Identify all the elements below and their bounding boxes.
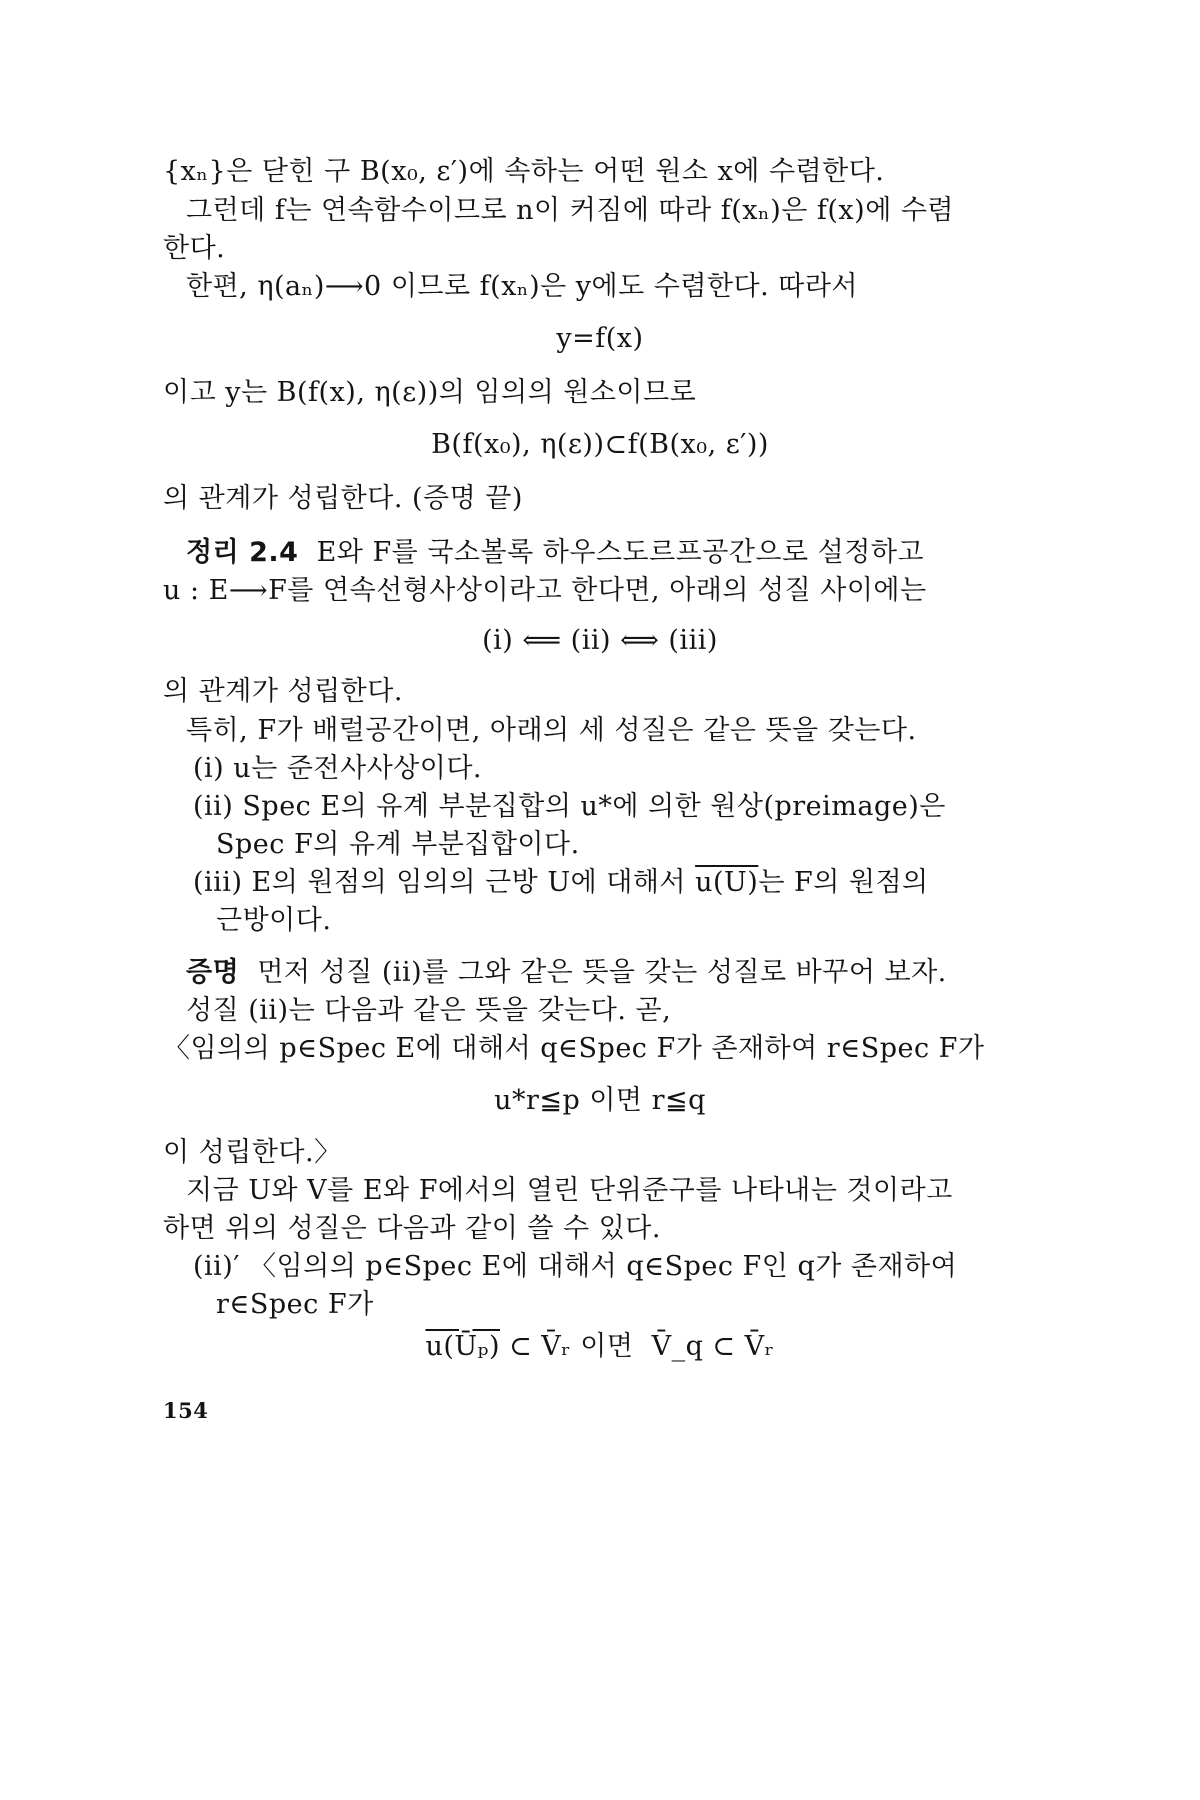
display-equation-1: y=f(x) [556, 323, 644, 354]
text-line-7: u : E⟶F를 연속선형사상이라고 한다면, 아래의 성질 사이에는 [163, 575, 927, 606]
property-iii: (iii) E의 원점의 임의의 근방 U에 대해서 u(U)는 F의 원점의 [193, 867, 929, 898]
property-iii-cont: 근방이다. [216, 905, 332, 936]
text-line-5: 이고 y는 B(f(x), η(ε))의 임의의 원소이므로 [163, 377, 697, 408]
display-equation-3: (i) ⟸ (ii) ⟺ (iii) [482, 625, 718, 656]
text-line-9: 특히, F가 배럴공간이면, 아래의 세 성질은 같은 뜻을 갖는다. [186, 715, 917, 746]
property-ii-prime-cont: r∈Spec F가 [216, 1289, 374, 1320]
text-line-4: 한편, η(aₙ)⟶0 이므로 f(xₙ)은 y에도 수렴한다. 따라서 [186, 271, 859, 302]
page-number: 154 [163, 1398, 209, 1423]
text-line-10: 성질 (ii)는 다음과 같은 뜻을 갖는다. 곧, [186, 995, 672, 1026]
display-equation-5: u(Ūₚ) ⊂ V̄ᵣ 이면 V̄_q ⊂ V̄ᵣ [425, 1331, 775, 1362]
text-line-3: 한다. [163, 233, 226, 264]
text-line-8: 의 관계가 성립한다. [163, 676, 403, 707]
text-line-12: 이 성립한다.〉 [163, 1137, 342, 1168]
proof-label: 증명 [186, 957, 240, 988]
property-i: (i) u는 준전사사상이다. [193, 753, 482, 784]
text-line-6: 의 관계가 성립한다. (증명 끝) [163, 483, 523, 514]
text-line-11: 〈임의의 p∈Spec E에 대해서 q∈Spec F가 존재하여 r∈Spec F가 [163, 1033, 985, 1064]
display-equation-2: B(f(x₀), η(ε))⊂f(B(x₀, ε′)) [431, 429, 769, 460]
text-line-2: 그런데 f는 연속함수이므로 n이 커짐에 따라 f(xₙ)은 f(x)에 수렴 [186, 195, 955, 226]
property-ii-cont: Spec F의 유계 부분집합이다. [216, 829, 580, 860]
theorem-label: 정리 2.4 [186, 537, 299, 568]
proof-heading-line: 증명 먼저 성질 (ii)를 그와 같은 뜻을 갖는 성질로 바꾸어 보자. [186, 957, 947, 988]
theorem-heading-line: 정리 2.4 E와 F를 국소볼록 하우스도르프공간으로 설정하고 [186, 537, 924, 568]
text-line-14: 하면 위의 성질은 다음과 같이 쓸 수 있다. [163, 1213, 661, 1244]
text-line-13: 지금 U와 V를 E와 F에서의 열린 단위준구를 나타내는 것이라고 [186, 1175, 953, 1206]
text-line-1: {xₙ}은 닫힌 구 B(x₀, ε′)에 속하는 어떤 원소 x에 수렴한다. [163, 156, 885, 187]
property-ii-prime: (ii)′ 〈임의의 p∈Spec E에 대해서 q∈Spec F인 q가 존재하여 [193, 1251, 958, 1282]
property-ii: (ii) Spec E의 유계 부분집합의 u*에 의한 원상(preimage)은 [193, 791, 946, 822]
closure-u-of-u: u(U) [695, 867, 759, 898]
display-equation-4: u*r≦p 이면 r≦q [494, 1085, 706, 1116]
closure-u-of-up: u(Ūₚ) [425, 1331, 500, 1362]
